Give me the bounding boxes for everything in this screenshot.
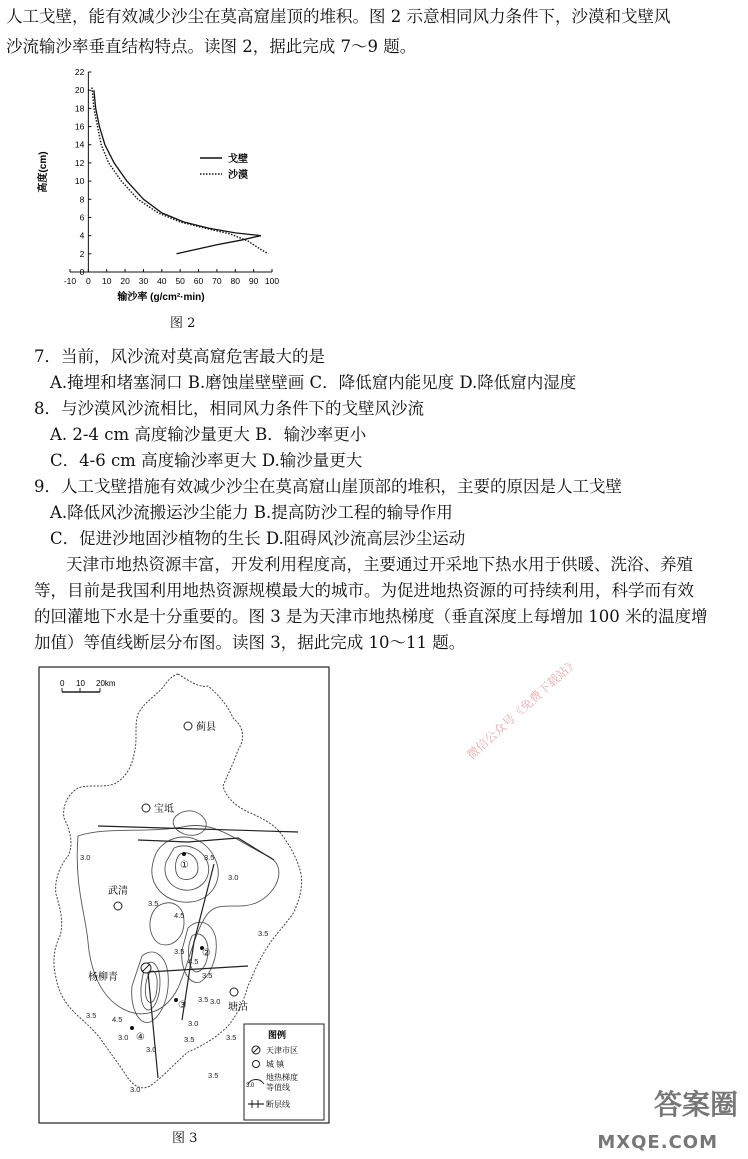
site-logo: 答案圈 [653, 1088, 738, 1121]
x-tick-label: 60 [193, 276, 204, 286]
question-9-options-cd: C．促进沙地固沙植物的生长 D.阻碍风沙流高层沙尘运动 [50, 529, 466, 548]
svg-text:4.5: 4.5 [174, 911, 185, 920]
svg-text:3.5: 3.5 [148, 899, 159, 908]
y-tick-label: 12 [74, 157, 85, 168]
y-tick-label: 16 [74, 121, 85, 132]
place-jixian: 蓟县 [196, 722, 216, 733]
figure-2-caption: 图 2 [170, 316, 196, 331]
legend-title: 图例 [268, 1030, 287, 1040]
legend-fault: 断层线 [266, 1100, 290, 1109]
y-tick-label: 20 [74, 85, 85, 96]
scale-label-0: 0 [60, 679, 65, 688]
x-tick-label: 90 [248, 276, 259, 286]
question-8-options-ab: A. 2-4 cm 高度输沙量更大 B．输沙率更小 [50, 425, 367, 444]
figure-3-map [38, 666, 330, 1126]
x-tick-label: 30 [138, 276, 149, 286]
intro-line-2: 沙流输沙率垂直结构特点。读图 2，据此完成 7～9 题。 [6, 37, 417, 56]
legend-label-2: 沙漠 [228, 170, 248, 181]
numbered-markers [130, 852, 211, 1043]
x-axis-label: 输沙率 (g/cm²·min) [117, 292, 205, 303]
scale-label-10: 10 [76, 679, 85, 688]
passage-line-2: 等，目前是我国利用地热资源规模最大的城市。为促进地热资源的可持续利用，科学而有效 [34, 581, 694, 600]
x-tick-label: 100 [264, 276, 280, 286]
question-7-stem: 7．当前，风沙流对莫高窟危害最大的是 [34, 347, 325, 366]
svg-text:3.0: 3.0 [146, 1045, 157, 1054]
x-tick-label: 20 [120, 276, 130, 286]
svg-text:3.5: 3.5 [174, 947, 185, 956]
svg-text:3.5: 3.5 [86, 1011, 97, 1020]
question-9-stem: 9．人工戈壁措施有效减少沙尘在莫高窟山崖顶部的堆积，主要的原因是人工戈壁 [34, 477, 622, 496]
place-yangliuqing: 杨柳青 [88, 972, 118, 983]
svg-text:3.0: 3.0 [118, 1033, 129, 1042]
legend-sample-value: 3.0 [246, 1083, 255, 1089]
svg-text:3.0: 3.0 [80, 853, 91, 862]
svg-text:3.5: 3.5 [258, 929, 269, 938]
svg-text:②: ② [202, 948, 211, 959]
svg-text:3.5: 3.5 [198, 995, 209, 1004]
svg-text:3.0: 3.0 [228, 873, 239, 882]
y-tick-label: 22 [74, 67, 85, 77]
svg-text:3.5: 3.5 [226, 1033, 237, 1042]
place-tanggu: 塘沽 [228, 1002, 248, 1013]
svg-text:3.5: 3.5 [202, 971, 213, 980]
y-tick-label: 10 [74, 176, 85, 187]
y-tick-label: 2 [79, 248, 85, 259]
y-axis-label: 高度(cm) [38, 151, 49, 193]
place-wuqing: 武清 [108, 886, 128, 897]
y-tick-label: 8 [79, 194, 85, 205]
y-tick-label: 18 [74, 103, 85, 114]
figure-2-chart [36, 62, 296, 312]
y-tick-label: 4 [79, 230, 85, 241]
y-tick-label: 0 [79, 267, 85, 277]
question-7-options: A.掩埋和堵塞洞口 B.磨蚀崖壁壁画 C．降低窟内能见度 D.降低窟内湿度 [50, 373, 577, 392]
svg-text:3.5: 3.5 [184, 1035, 195, 1044]
place-baodi: 宝坻 [154, 804, 174, 815]
svg-text:3.5: 3.5 [208, 1071, 219, 1080]
svg-text:4.5: 4.5 [112, 1015, 123, 1024]
question-8-options-cd: C．4-6 cm 高度输沙率更大 D.输沙量更大 [50, 451, 363, 470]
legend-label-1: 戈壁 [228, 154, 248, 165]
question-9-options-ab: A.降低风沙流搬运沙尘能力 B.提高防沙工程的输导作用 [50, 503, 453, 522]
x-tick-label: 40 [157, 276, 167, 286]
legend-contour-1: 地热梯度 [266, 1073, 298, 1082]
passage-line-1: 天津市地热资源丰富，开发利用程度高，主要通过开采地下热水用于供暖、洗浴、养殖 [66, 555, 693, 574]
legend-contour-2: 等值线 [266, 1083, 290, 1092]
svg-text:①: ① [180, 860, 189, 871]
svg-text:3.0: 3.0 [130, 1085, 141, 1094]
svg-text:3.0: 3.0 [188, 1019, 199, 1028]
intro-line-1: 人工戈壁，能有效减少沙尘在莫高窟崖顶的堆积。图 2 示意相同风力条件下，沙漠和戈壁风 [6, 7, 671, 26]
scale-bar [60, 679, 116, 692]
y-tick-label: 6 [79, 212, 85, 223]
svg-text:3.0: 3.0 [210, 997, 221, 1006]
watermark-text: 微信公众号《免费下载站》 [464, 655, 581, 763]
map-legend [244, 1024, 324, 1120]
scale-label-20: 20km [96, 679, 116, 688]
x-tick-label: 50 [175, 276, 185, 286]
x-tick-label: 70 [212, 276, 222, 286]
legend-town: 城 镇 [266, 1060, 285, 1069]
legend-city: 天津市区 [266, 1046, 298, 1055]
site-url: MXQE.COM [597, 1132, 718, 1153]
y-tick-label: 14 [74, 139, 85, 150]
question-8-stem: 8．与沙漠风沙流相比，相同风力条件下的戈壁风沙流 [34, 399, 424, 418]
x-tick-label: 80 [230, 276, 241, 286]
svg-text:4.5: 4.5 [188, 957, 199, 966]
passage-line-4: 加值）等值线断层分布图。读图 3，据此完成 10～11 题。 [34, 633, 466, 652]
x-tick-label: 10 [101, 276, 112, 286]
x-tick-label: 0 [85, 276, 91, 286]
svg-text:③: ③ [178, 1000, 187, 1011]
x-tick-label: -10 [63, 276, 77, 286]
svg-text:3.5: 3.5 [204, 853, 215, 862]
figure-3-caption: 图 3 [172, 1131, 198, 1146]
passage-line-3: 的回灌地下水是十分重要的。图 3 是为天津市地热梯度（垂直深度上每增加 100 米的温度增 [34, 607, 708, 626]
svg-text:④: ④ [136, 1032, 145, 1043]
